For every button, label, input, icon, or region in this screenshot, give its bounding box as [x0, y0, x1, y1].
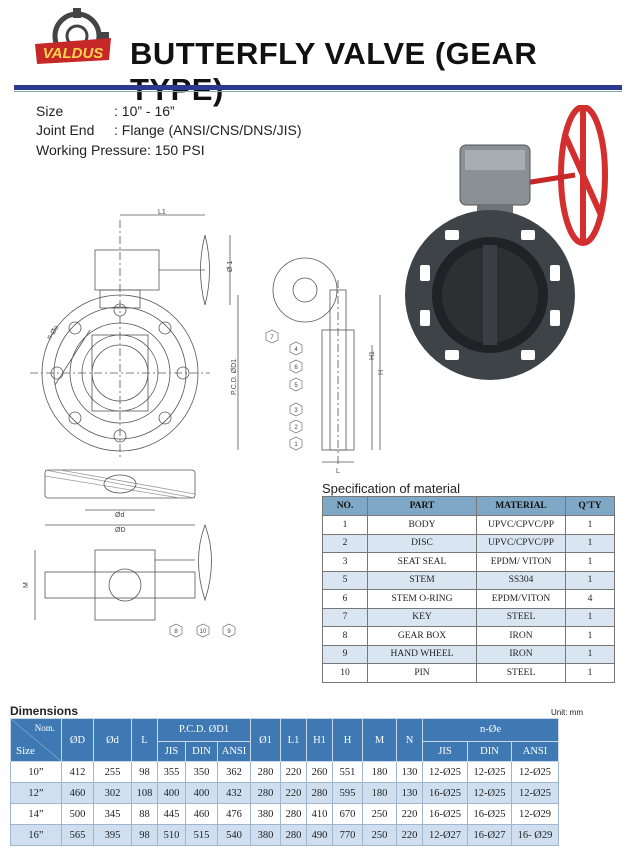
dimension-cell: 12-Ø25 — [468, 783, 512, 804]
material-cell: 1 — [566, 516, 615, 535]
dimension-cell: 280 — [307, 783, 333, 804]
dimension-cell: 12-Ø25 — [423, 762, 468, 783]
dimension-cell: 380 — [251, 825, 281, 846]
material-cell: STEM — [368, 571, 477, 590]
material-cell: 7 — [323, 608, 368, 627]
spec-joint-end: Joint End : Flange (ANSI/CNS/DNS/JIS) — [36, 122, 302, 138]
material-header-no: NO. — [323, 497, 368, 516]
header-m: M — [363, 719, 397, 762]
material-cell: KEY — [368, 608, 477, 627]
dimensions-table — [10, 718, 559, 846]
dimension-cell: 350 — [186, 762, 218, 783]
dimension-cell: 412 — [62, 762, 94, 783]
material-cell: 3 — [323, 553, 368, 572]
dimension-row — [11, 825, 559, 846]
dimensions-title: Dimensions — [10, 704, 79, 718]
svg-text:9: 9 — [227, 629, 231, 635]
dimension-cell: 130 — [397, 762, 423, 783]
dimension-cell: 88 — [132, 804, 158, 825]
material-cell: DISC — [368, 534, 477, 553]
header-n: N — [397, 719, 423, 762]
subheader-pcd-jis: JIS — [158, 741, 186, 761]
header-id: Ød — [94, 719, 132, 762]
dimension-cell: 510 — [158, 825, 186, 846]
material-row — [323, 608, 615, 627]
balloon-9 — [223, 624, 235, 637]
material-row — [323, 664, 615, 683]
size-cell: 16” — [11, 825, 62, 846]
dimension-cell: 280 — [281, 825, 307, 846]
material-row — [323, 534, 615, 553]
subheader-ne-jis: JIS — [423, 741, 468, 761]
svg-text:1: 1 — [294, 442, 298, 448]
balloon-6 — [290, 360, 302, 373]
label-d-small: Ød — [115, 512, 125, 519]
material-cell: 4 — [566, 590, 615, 609]
dimension-cell: 551 — [333, 762, 363, 783]
material-cell: STEEL — [477, 608, 566, 627]
material-cell: SEAT SEAL — [368, 553, 477, 572]
material-cell: 1 — [566, 608, 615, 627]
header-od: ØD — [62, 719, 94, 762]
dimension-cell: 280 — [251, 762, 281, 783]
corner-header: Nom. Size — [11, 719, 62, 762]
material-cell: 1 — [566, 645, 615, 664]
dimension-cell: 260 — [307, 762, 333, 783]
svg-text:5: 5 — [294, 383, 298, 389]
material-cell: 1 — [566, 627, 615, 646]
subheader-pcd-ansi: ANSI — [218, 741, 251, 761]
dimension-cell: 108 — [132, 783, 158, 804]
balloon-3 — [290, 403, 302, 416]
material-cell: STEEL — [477, 664, 566, 683]
svg-text:4: 4 — [294, 347, 298, 353]
dimension-cell: 250 — [363, 804, 397, 825]
material-cell: GEAR BOX — [368, 627, 477, 646]
label-l1: L1 — [158, 209, 166, 216]
dimension-cell: 476 — [218, 804, 251, 825]
svg-text:8: 8 — [174, 629, 178, 635]
material-cell: 1 — [323, 516, 368, 535]
material-row — [323, 627, 615, 646]
dimension-cell: 16-Ø27 — [468, 825, 512, 846]
svg-text:2: 2 — [294, 425, 298, 431]
label-phi1: Ø 1 — [227, 260, 234, 272]
dimension-cell: 355 — [158, 762, 186, 783]
header-h1: H1 — [307, 719, 333, 762]
dimension-cell: 12-Ø29 — [512, 804, 559, 825]
svg-text:7: 7 — [270, 335, 274, 341]
subheader-pcd-din: DIN — [186, 741, 218, 761]
svg-text:VALDUS: VALDUS — [42, 45, 104, 62]
dimension-cell: 400 — [186, 783, 218, 804]
material-header-qty: Q'TY — [566, 497, 615, 516]
material-cell: SS304 — [477, 571, 566, 590]
material-header-part: PART — [368, 497, 477, 516]
dimension-cell: 220 — [397, 825, 423, 846]
dimension-cell: 12-Ø25 — [512, 762, 559, 783]
page-title: BUTTERFLY VALVE (GEAR — [130, 36, 538, 71]
material-header-material: MATERIAL — [477, 497, 566, 516]
dimension-cell: 515 — [186, 825, 218, 846]
balloon-10 — [197, 624, 209, 637]
material-row — [323, 590, 615, 609]
dimension-cell: 280 — [251, 783, 281, 804]
balloon-4 — [290, 342, 302, 355]
dimension-cell: 12-Ø27 — [423, 825, 468, 846]
dimension-cell: 280 — [281, 804, 307, 825]
svg-text:10: 10 — [199, 629, 207, 635]
header-l1: L1 — [281, 719, 307, 762]
material-cell: UPVC/CPVC/PP — [477, 534, 566, 553]
balloon-2 — [290, 420, 302, 433]
header-l: L — [132, 719, 158, 762]
dimension-cell: 302 — [94, 783, 132, 804]
dimension-cell: 12-Ø25 — [512, 783, 559, 804]
dimension-cell: 400 — [158, 783, 186, 804]
unit-label: Unit: mm — [551, 708, 583, 717]
dimension-cell: 16-Ø25 — [423, 804, 468, 825]
dimension-cell: 345 — [94, 804, 132, 825]
title-rule-thin — [14, 91, 622, 92]
svg-text:3: 3 — [294, 408, 298, 414]
svg-text:6: 6 — [294, 365, 298, 371]
material-cell: 1 — [566, 571, 615, 590]
label-h: H — [378, 369, 385, 375]
header-pcd: P.C.D. ØD1 — [158, 719, 251, 742]
balloon-1 — [290, 437, 302, 450]
material-cell: 6 — [323, 590, 368, 609]
dimension-cell: 250 — [363, 825, 397, 846]
material-table-title: Specification of material — [322, 481, 461, 496]
dimension-cell: 380 — [251, 804, 281, 825]
balloon-5 — [290, 378, 302, 391]
dimension-row — [11, 783, 559, 804]
spec-size: Size : 10” - 16” — [36, 103, 175, 119]
label-d-big: ØD — [115, 527, 126, 534]
dimension-cell: 16-Ø25 — [423, 783, 468, 804]
material-cell: UPVC/CPVC/PP — [477, 516, 566, 535]
dimension-cell: 255 — [94, 762, 132, 783]
material-cell: 2 — [323, 534, 368, 553]
dimension-cell: 362 — [218, 762, 251, 783]
material-cell: IRON — [477, 645, 566, 664]
dimension-cell: 220 — [397, 804, 423, 825]
dimension-cell: 220 — [281, 783, 307, 804]
size-cell: 12” — [11, 783, 62, 804]
dimension-cell: 180 — [363, 783, 397, 804]
dimension-cell: 490 — [307, 825, 333, 846]
dimension-cell: 460 — [186, 804, 218, 825]
material-table — [322, 496, 615, 683]
dimension-cell: 16-Ø25 — [468, 804, 512, 825]
material-cell: IRON — [477, 627, 566, 646]
material-cell: 9 — [323, 645, 368, 664]
subheader-ne-ansi: ANSI — [512, 741, 559, 761]
dimension-cell: 540 — [218, 825, 251, 846]
valdus-logo — [33, 8, 113, 76]
dimension-row — [11, 762, 559, 783]
subheader-ne-din: DIN — [468, 741, 512, 761]
dimension-cell: 565 — [62, 825, 94, 846]
spec-working-pressure: Working Pressure: 150 PSI — [36, 142, 205, 158]
label-pcd: P.C.D. ØD1 — [231, 358, 238, 395]
dimension-cell: 595 — [333, 783, 363, 804]
material-cell: EPDM/VITON — [477, 590, 566, 609]
dimension-cell: 410 — [307, 804, 333, 825]
title-rule — [14, 85, 622, 90]
size-cell: 10” — [11, 762, 62, 783]
label-ne: n-Øe — [45, 324, 61, 342]
material-cell: PIN — [368, 664, 477, 683]
material-cell: 8 — [323, 627, 368, 646]
material-row — [323, 516, 615, 535]
balloon-7 — [266, 330, 278, 343]
label-m: M — [23, 582, 30, 588]
header-h: H — [333, 719, 363, 762]
material-cell: 1 — [566, 664, 615, 683]
dimension-cell: 180 — [363, 762, 397, 783]
product-photo — [405, 105, 615, 395]
dimension-cell: 130 — [397, 783, 423, 804]
header-ne: n-Øe — [423, 719, 559, 742]
material-cell: 10 — [323, 664, 368, 683]
balloon-8 — [170, 624, 182, 637]
material-cell: 1 — [566, 553, 615, 572]
material-row — [323, 571, 615, 590]
header-phi1: Ø1 — [251, 719, 281, 762]
dimension-cell: 395 — [94, 825, 132, 846]
material-row — [323, 553, 615, 572]
material-cell: HAND WHEEL — [368, 645, 477, 664]
dimension-cell: 770 — [333, 825, 363, 846]
dimension-cell: 445 — [158, 804, 186, 825]
material-cell: 5 — [323, 571, 368, 590]
label-l: L — [336, 468, 340, 475]
dimension-cell: 460 — [62, 783, 94, 804]
dimension-cell: 16- Ø29 — [512, 825, 559, 846]
label-h1: H1 — [369, 351, 376, 360]
material-cell: 1 — [566, 534, 615, 553]
dimension-cell: 98 — [132, 825, 158, 846]
dimension-row — [11, 804, 559, 825]
dimension-cell: 670 — [333, 804, 363, 825]
dimension-cell: 500 — [62, 804, 94, 825]
dimension-cell: 98 — [132, 762, 158, 783]
dimension-cell: 12-Ø25 — [468, 762, 512, 783]
material-row — [323, 645, 615, 664]
material-cell: EPDM/ VITON — [477, 553, 566, 572]
dimension-cell: 220 — [281, 762, 307, 783]
size-cell: 14” — [11, 804, 62, 825]
dimension-cell: 432 — [218, 783, 251, 804]
material-cell: BODY — [368, 516, 477, 535]
material-cell: STEM O-RING — [368, 590, 477, 609]
